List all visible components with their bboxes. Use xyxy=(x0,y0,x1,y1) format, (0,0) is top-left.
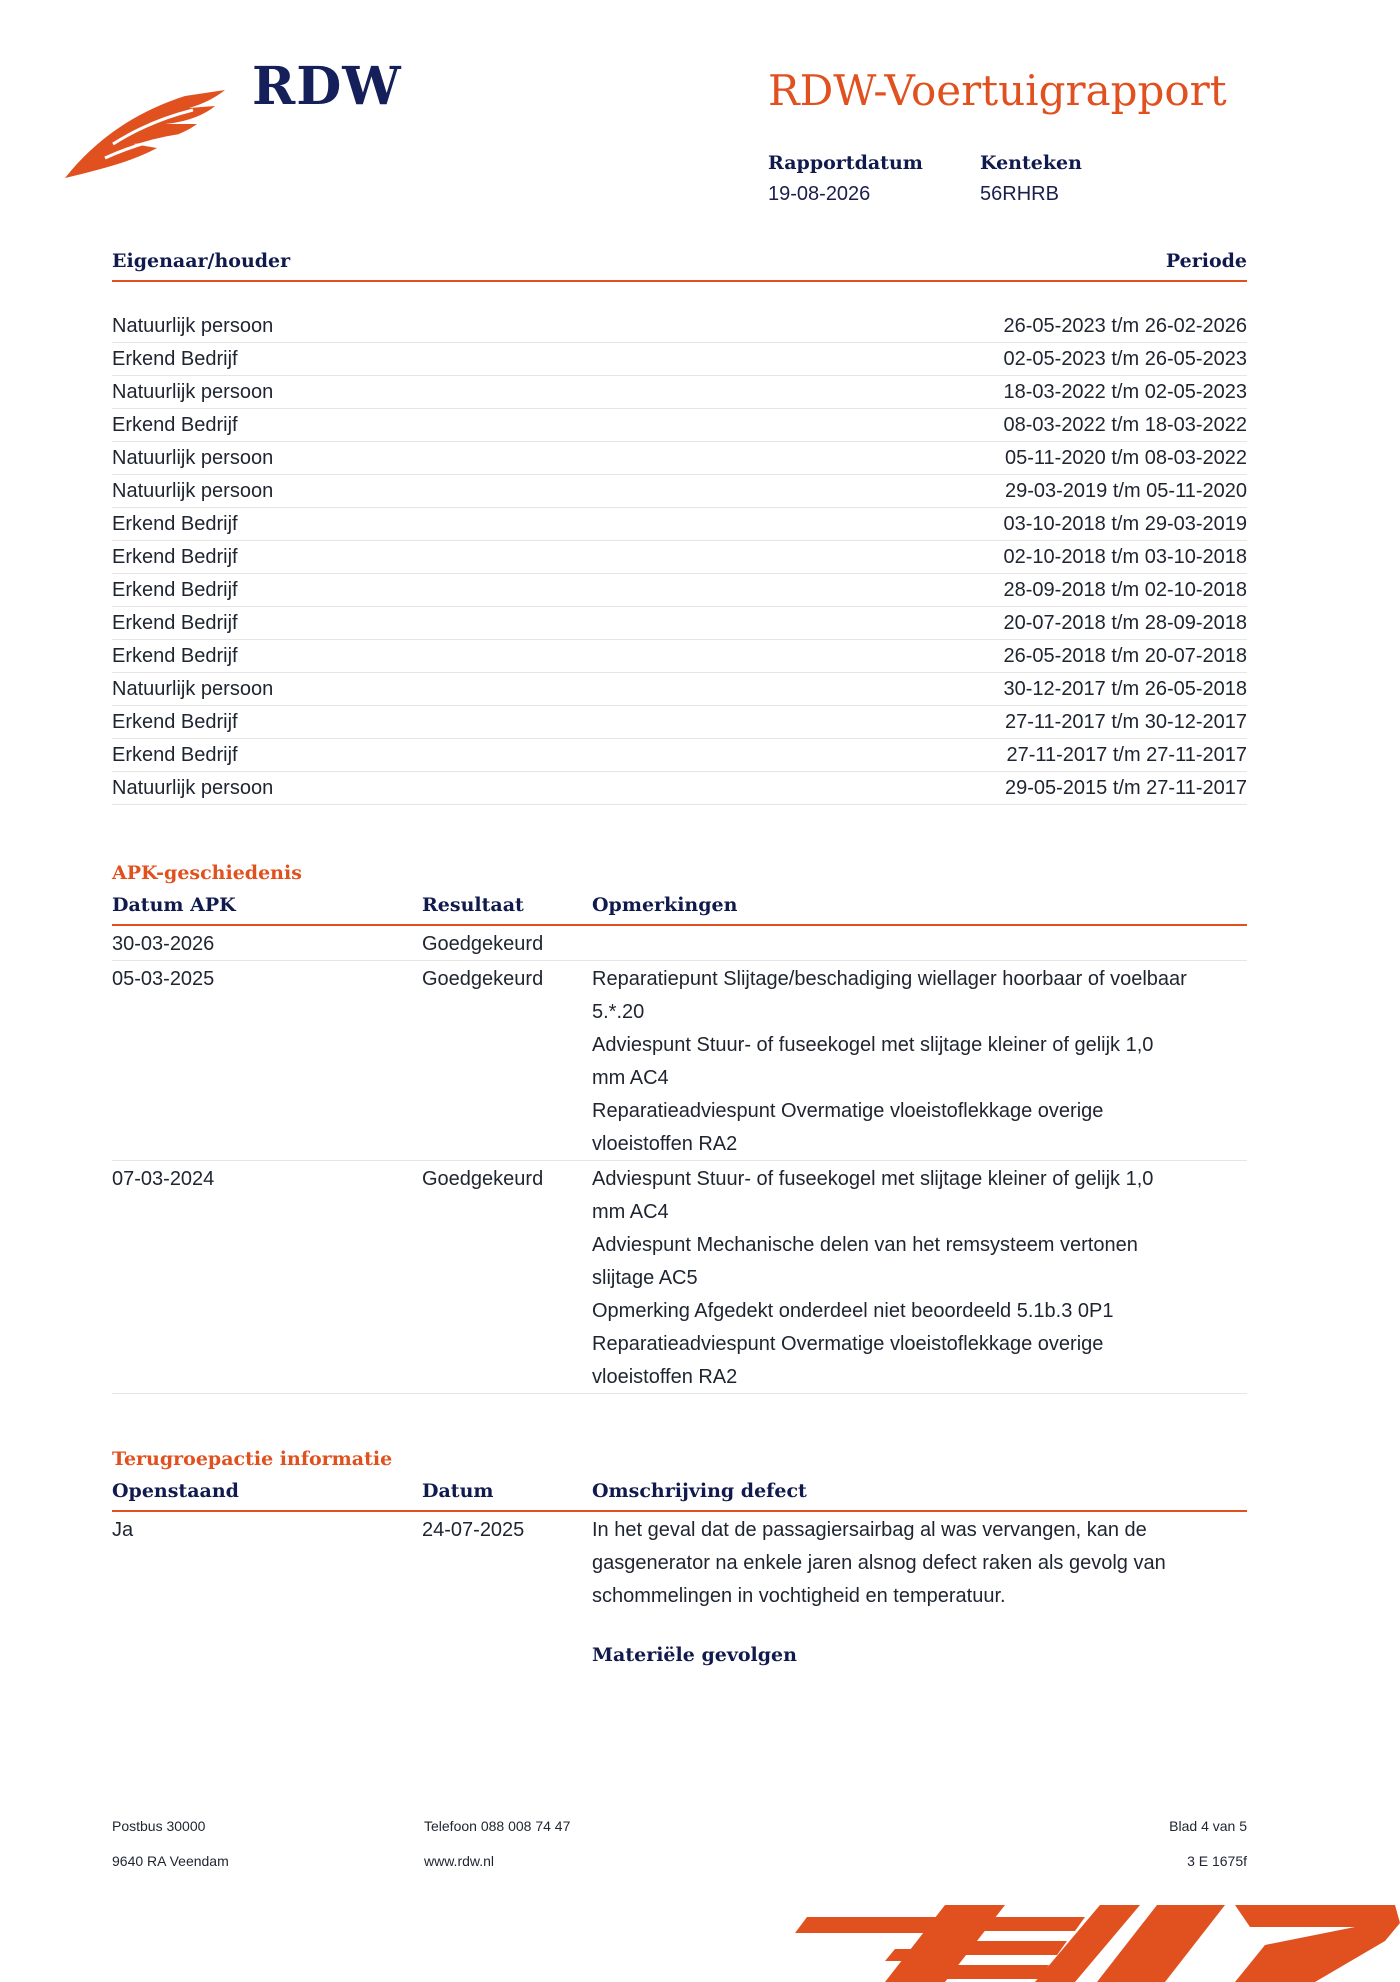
apk-note-line: slijtage AC5 xyxy=(592,1267,698,1289)
report-title: RDW-Voertuigrapport xyxy=(768,66,1227,115)
recall-info xyxy=(112,1448,1247,1666)
owner-row xyxy=(112,640,1247,673)
apk-row xyxy=(112,926,1247,961)
owner-type: Natuurlijk persoon xyxy=(112,315,274,337)
footer-website[interactable]: www.rdw.nl xyxy=(424,1853,495,1869)
apk-note-line: Adviespunt Stuur- of fuseekogel met slijtage kleiner of gelijk 1,0 xyxy=(592,1168,1154,1190)
apk-table-body xyxy=(112,926,1247,1394)
owner-period: 08-03-2022 t/m 18-03-2022 xyxy=(1003,414,1247,436)
owner-row xyxy=(112,739,1247,772)
owner-period: 03-10-2018 t/m 29-03-2019 xyxy=(1003,513,1247,535)
owner-row xyxy=(112,772,1247,805)
apk-note-line: Adviespunt Stuur- of fuseekogel met slijtage kleiner of gelijk 1,0 xyxy=(592,1034,1154,1056)
owner-row xyxy=(112,343,1247,376)
period-column-header: Periode xyxy=(1165,250,1247,272)
apk-note-line: 5.*.20 xyxy=(592,1001,645,1023)
apk-history xyxy=(112,862,1247,1394)
owner-period: 02-05-2023 t/m 26-05-2023 xyxy=(1003,348,1247,370)
apk-note-line: Reparatieadviespunt Overmatige vloeistoflekkage overige xyxy=(592,1100,1104,1122)
owner-row xyxy=(112,409,1247,442)
owner-row xyxy=(112,508,1247,541)
recall-open-column-header: Openstaand xyxy=(112,1480,239,1502)
owner-row xyxy=(112,310,1247,343)
owner-type: Erkend Bedrijf xyxy=(112,546,238,568)
owner-type: Natuurlijk persoon xyxy=(112,777,274,799)
recall-open-value: Ja xyxy=(112,1519,134,1541)
owner-type: Erkend Bedrijf xyxy=(112,579,238,601)
owner-type: Erkend Bedrijf xyxy=(112,645,238,667)
owner-row xyxy=(112,475,1247,508)
recall-date-value: 24-07-2025 xyxy=(422,1519,525,1541)
recall-table-header xyxy=(112,1476,1247,1512)
owners-table-body xyxy=(112,310,1247,805)
apk-note-line: mm AC4 xyxy=(592,1067,669,1089)
owners-table-header xyxy=(112,246,1247,282)
apk-row xyxy=(112,961,1247,1161)
owner-type: Natuurlijk persoon xyxy=(112,480,274,502)
apk-note-line: vloeistoffen RA2 xyxy=(592,1366,738,1388)
owner-type: Erkend Bedrijf xyxy=(112,612,238,634)
owner-period: 18-03-2022 t/m 02-05-2023 xyxy=(1003,381,1247,403)
footer-document-code: 3 E 1675f xyxy=(1187,1853,1247,1869)
recall-section-title: Terugroepactie informatie xyxy=(112,1448,393,1470)
apk-date: 05-03-2025 xyxy=(112,968,215,990)
apk-date: 30-03-2026 xyxy=(112,933,215,955)
recall-desc-line: schommelingen in vochtigheid en temperatuur. xyxy=(592,1585,1006,1607)
recall-row xyxy=(112,1512,1247,1624)
owner-period: 05-11-2020 t/m 08-03-2022 xyxy=(1004,447,1247,469)
owner-type: Erkend Bedrijf xyxy=(112,414,238,436)
rdw-logo-icon xyxy=(65,90,230,182)
footer-address-line2: 9640 RA Veendam xyxy=(112,1853,229,1869)
owner-row xyxy=(112,607,1247,640)
owner-row xyxy=(112,442,1247,475)
owner-row xyxy=(112,574,1247,607)
apk-date: 07-03-2024 xyxy=(112,1168,215,1190)
apk-row xyxy=(112,1161,1247,1394)
owner-row xyxy=(112,376,1247,409)
apk-note-line: Reparatiepunt Slijtage/beschadiging wiellager hoorbaar of voelbaar xyxy=(592,968,1187,990)
owner-period: 26-05-2023 t/m 26-02-2026 xyxy=(1003,315,1247,337)
owner-row xyxy=(112,706,1247,739)
apk-result: Goedgekeurd xyxy=(422,1168,544,1190)
recall-date-column-header: Datum xyxy=(422,1480,494,1502)
apk-note-line: mm AC4 xyxy=(592,1201,669,1223)
owner-period: 20-07-2018 t/m 28-09-2018 xyxy=(1003,612,1247,634)
apk-date-column-header: Datum APK xyxy=(112,894,236,916)
apk-note-line: Reparatieadviespunt Overmatige vloeistoflekkage overige xyxy=(592,1333,1104,1355)
apk-notes xyxy=(592,1163,1232,1394)
apk-note-line: Opmerking Afgedekt onderdeel niet beoordeeld 5.1b.3 0P1 xyxy=(592,1300,1114,1322)
owner-row xyxy=(112,541,1247,574)
owner-column-header: Eigenaar/houder xyxy=(112,250,291,272)
owner-period: 27-11-2017 t/m 30-12-2017 xyxy=(1004,711,1247,733)
apk-result: Goedgekeurd xyxy=(422,933,544,955)
owner-type: Erkend Bedrijf xyxy=(112,711,238,733)
recall-desc-line: In het geval dat de passagiersairbag al was vervangen, kan de xyxy=(592,1519,1147,1541)
apk-note-line: Adviespunt Mechanische delen van het remsysteem vertonen xyxy=(592,1234,1138,1256)
owner-period: 29-05-2015 t/m 27-11-2017 xyxy=(1004,777,1247,799)
owners-table xyxy=(112,246,1247,805)
apk-section-title: APK-geschiedenis xyxy=(112,862,302,884)
owner-type: Natuurlijk persoon xyxy=(112,678,274,700)
owner-period: 02-10-2018 t/m 03-10-2018 xyxy=(1003,546,1247,568)
owner-type: Erkend Bedrijf xyxy=(112,513,238,535)
recall-desc-line: gasgenerator na enkele jaren alsnog defect raken als gevolg van xyxy=(592,1552,1166,1574)
rdw-stripes-decoration-icon xyxy=(795,1905,1400,1982)
owner-period: 28-09-2018 t/m 02-10-2018 xyxy=(1003,579,1247,601)
apk-result: Goedgekeurd xyxy=(422,968,544,990)
plate-label: Kenteken xyxy=(980,152,1082,174)
apk-result-column-header: Resultaat xyxy=(422,894,524,916)
apk-notes xyxy=(592,963,1232,1161)
owner-period: 30-12-2017 t/m 26-05-2018 xyxy=(1003,678,1247,700)
footer-phone: Telefoon 088 008 74 47 xyxy=(424,1818,571,1834)
brand-name: RDW xyxy=(252,56,402,117)
apk-note-line: vloeistoffen RA2 xyxy=(592,1133,738,1155)
owner-type: Erkend Bedrijf xyxy=(112,348,238,370)
footer-address-line1: Postbus 30000 xyxy=(112,1818,206,1834)
owner-period: 26-05-2018 t/m 20-07-2018 xyxy=(1003,645,1247,667)
owner-type: Natuurlijk persoon xyxy=(112,447,274,469)
apk-notes-column-header: Opmerkingen xyxy=(592,894,738,916)
material-consequences-label: Materiële gevolgen xyxy=(592,1644,797,1666)
footer-page-number: Blad 4 van 5 xyxy=(1169,1818,1247,1834)
report-date-value: 19-08-2026 xyxy=(768,183,871,205)
owner-row xyxy=(112,673,1247,706)
owner-period: 27-11-2017 t/m 27-11-2017 xyxy=(1006,744,1247,766)
recall-desc-column-header: Omschrijving defect xyxy=(592,1480,807,1502)
owner-type: Natuurlijk persoon xyxy=(112,381,274,403)
plate-value: 56RHRB xyxy=(980,183,1059,205)
report-date-label: Rapportdatum xyxy=(768,152,923,174)
owner-type: Erkend Bedrijf xyxy=(112,744,238,766)
apk-table-header xyxy=(112,890,1247,926)
owner-period: 29-03-2019 t/m 05-11-2020 xyxy=(1004,480,1247,502)
recall-description xyxy=(592,1514,1232,1613)
